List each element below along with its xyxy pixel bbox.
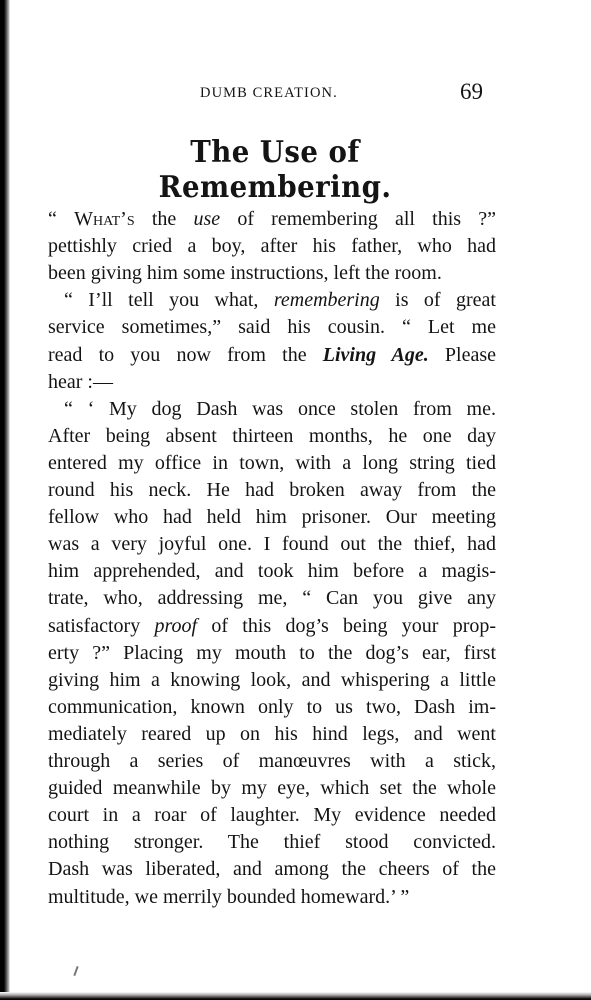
text-line bbox=[48, 585, 496, 612]
text-run: guided meanwhile by my eye, which set the whole bbox=[48, 777, 496, 800]
text-line bbox=[48, 369, 496, 396]
text-run: What’s bbox=[74, 208, 135, 230]
text-run: “ bbox=[48, 208, 75, 230]
text-line bbox=[48, 558, 496, 585]
text-run: After being absent thirteen months, he one day bbox=[48, 424, 496, 447]
page-number: 69 bbox=[460, 79, 483, 104]
text-run: mediately reared up on his hind legs, and went bbox=[48, 722, 496, 745]
text-line bbox=[64, 287, 496, 314]
text-run: hear :— bbox=[48, 370, 113, 393]
text-line bbox=[48, 504, 496, 531]
text-line bbox=[48, 613, 496, 640]
text-run: court in a roar of laughter. My evidence needed bbox=[48, 804, 496, 827]
text-line bbox=[48, 667, 496, 694]
text-run: of remembering all this ?” bbox=[220, 208, 497, 230]
text-run: nothing stronger. The thief stood convicted. bbox=[48, 831, 496, 854]
scan-border-bottom bbox=[0, 992, 591, 1000]
text-line bbox=[64, 396, 496, 423]
text-line bbox=[48, 206, 496, 233]
text-run: use bbox=[193, 208, 221, 230]
text-line bbox=[48, 802, 496, 829]
text-run: him apprehended, and took him before a magis- bbox=[48, 560, 496, 583]
text-run: entered my office in town, with a long string tied bbox=[48, 451, 496, 474]
text-run: trate, who, addressing me, “ Can you give any bbox=[48, 587, 496, 610]
text-line bbox=[48, 342, 496, 369]
text-run: through a series of manœuvres with a stick, bbox=[48, 750, 496, 772]
text-run: of this dog’s being your prop- bbox=[197, 614, 497, 637]
text-line bbox=[48, 775, 496, 802]
text-line bbox=[48, 233, 496, 260]
text-run: Please bbox=[428, 343, 496, 366]
text-line bbox=[48, 694, 496, 721]
text-run: was a very joyful one. I found out the thief, had bbox=[48, 533, 496, 556]
text-run: read to you now from the bbox=[48, 343, 323, 366]
text-run: fellow who had held him prisoner. Our meeting bbox=[48, 506, 496, 529]
text-run: satisfactory bbox=[48, 614, 155, 637]
text-run: pettishly cried a boy, after his father, who had bbox=[48, 235, 496, 258]
text-line bbox=[48, 856, 496, 883]
text-run: proof bbox=[154, 614, 198, 637]
text-run: erty ?” Placing my mouth to the dog’s ear, first bbox=[48, 641, 496, 664]
text-run: remembering bbox=[273, 289, 380, 312]
text-run: giving him a knowing look, and whispering a little bbox=[48, 668, 496, 691]
text-run: service sometimes,” said his cousin. “ Let me bbox=[48, 316, 496, 339]
text-line bbox=[48, 640, 496, 667]
text-line bbox=[48, 748, 496, 775]
text-line bbox=[48, 721, 496, 748]
text-run: “ ‘ My dog Dash was once stolen from me. bbox=[64, 397, 496, 420]
text-run: multitude, we merrily bounded homeward.’ ” bbox=[48, 885, 410, 908]
text-run: the bbox=[134, 208, 194, 230]
text-line bbox=[48, 477, 496, 504]
scan-border-left bbox=[0, 0, 10, 1000]
text-run: “ I’ll tell you what, bbox=[64, 289, 274, 312]
scan-speck bbox=[73, 966, 78, 976]
text-line bbox=[48, 884, 496, 911]
text-run: Living Age. bbox=[322, 343, 429, 366]
text-line bbox=[48, 423, 496, 450]
text-run: been giving him some instructions, left the room. bbox=[48, 262, 442, 285]
text-line bbox=[48, 450, 496, 477]
article-title: The Use of Remembering. bbox=[158, 135, 392, 205]
text-run: round his neck. He had broken away from the bbox=[48, 479, 496, 501]
text-line bbox=[48, 260, 496, 287]
text-line bbox=[48, 531, 496, 558]
text-line bbox=[48, 829, 496, 856]
text-run: is of great bbox=[379, 289, 496, 312]
text-run: Dash was liberated, and among the cheers of the bbox=[48, 858, 496, 881]
text-line bbox=[48, 314, 496, 341]
text-run: communication, known only to us two, Dash im- bbox=[48, 695, 496, 718]
running-head: DUMB CREATION. bbox=[200, 85, 338, 101]
